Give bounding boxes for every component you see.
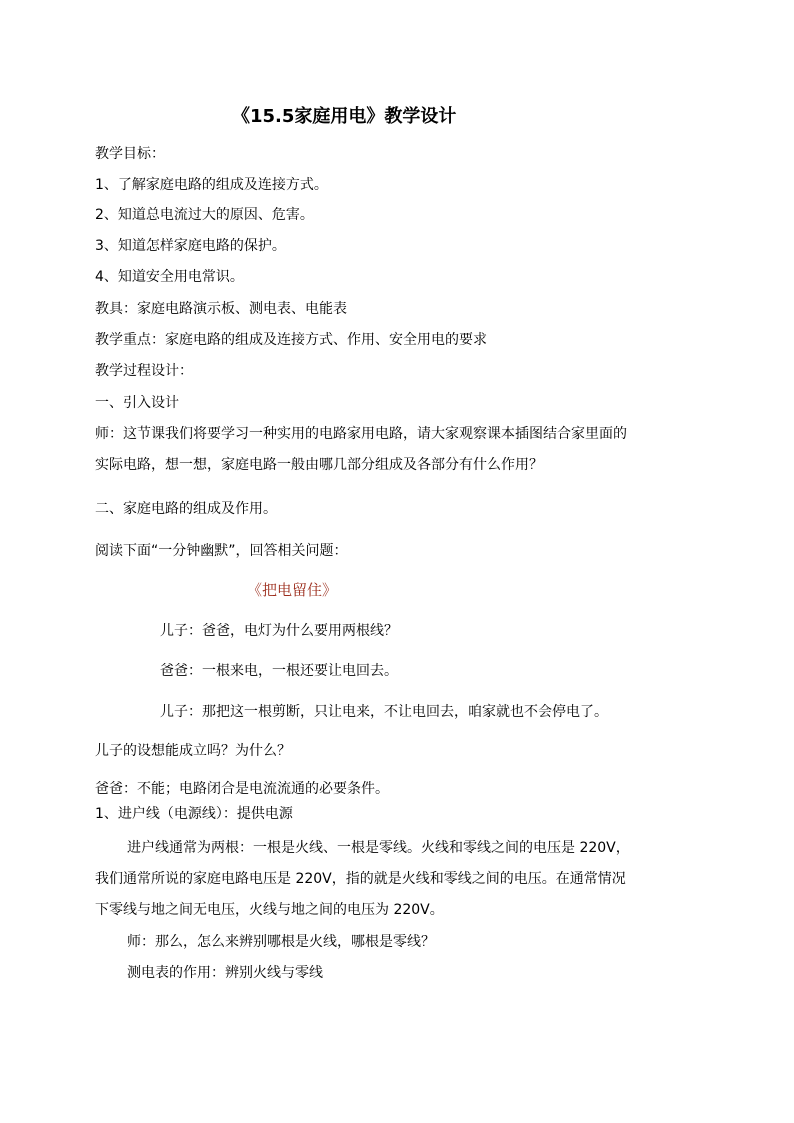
document-title: 《15.5家庭用电》教学设计 [232,106,457,127]
subsection-1-heading: 1、进户线（电源线）：提供电源 [95,806,293,822]
dialogue-line-2: 爸爸：一根来电，一根还要让电回去。 [160,663,398,679]
dialogue-line-3: 儿子：那把这一根剪断，只让电来，不让电回去，咱家就也不会停电了。 [160,704,608,720]
objective-1: 1、了解家庭电路的组成及连接方式。 [95,177,328,193]
tester-function: 测电表的作用：辨别火线与零线 [127,965,323,981]
teacher-question: 师：那么，怎么来辨别哪根是火线，哪根是零线？ [127,934,435,950]
process-heading: 教学过程设计： [95,363,193,379]
teaching-aids: 教具：家庭电路演示板、测电表、电能表 [95,301,347,317]
wire-paragraph-line-2: 我们通常所说的家庭电路电压是 220V，指的就是火线和零线之间的电压。在通常情况 [95,871,626,887]
humor-title: 《把电留住》 [247,581,338,599]
wire-paragraph-line-1: 进户线通常为两根：一根是火线、一根是零线。火线和零线之间的电压是 220V， [127,840,630,856]
intro-paragraph-line-1: 师：这节课我们将要学习一种实用的电路家用电路，请大家观察课本插图结合家里面的 [95,426,627,442]
dialogue-line-1: 儿子：爸爸，电灯为什么要用两根线？ [160,623,398,639]
objective-4: 4、知道安全用电常识。 [95,269,244,285]
reading-prompt: 阅读下面“一分钟幽默”，回答相关问题： [95,543,348,559]
question-line: 儿子的设想能成立吗？为什么？ [95,743,291,759]
objective-2: 2、知道总电流过大的原因、危害。 [95,207,314,223]
answer-line: 爸爸：不能；电路闭合是电流流通的必要条件。 [95,781,389,797]
objective-3: 3、知道怎样家庭电路的保护。 [95,238,286,254]
teaching-focus: 教学重点：家庭电路的组成及连接方式、作用、安全用电的要求 [95,332,487,348]
intro-paragraph-line-2: 实际电路，想一想，家庭电路一般由哪几部分组成及各部分有什么作用？ [95,457,543,473]
section-2-heading: 二、家庭电路的组成及作用。 [95,501,277,517]
wire-paragraph-line-3: 下零线与地之间无电压，火线与地之间的电压为 220V。 [95,902,444,918]
section-1-heading: 一、引入设计 [95,395,179,411]
objectives-heading: 教学目标： [95,146,165,162]
